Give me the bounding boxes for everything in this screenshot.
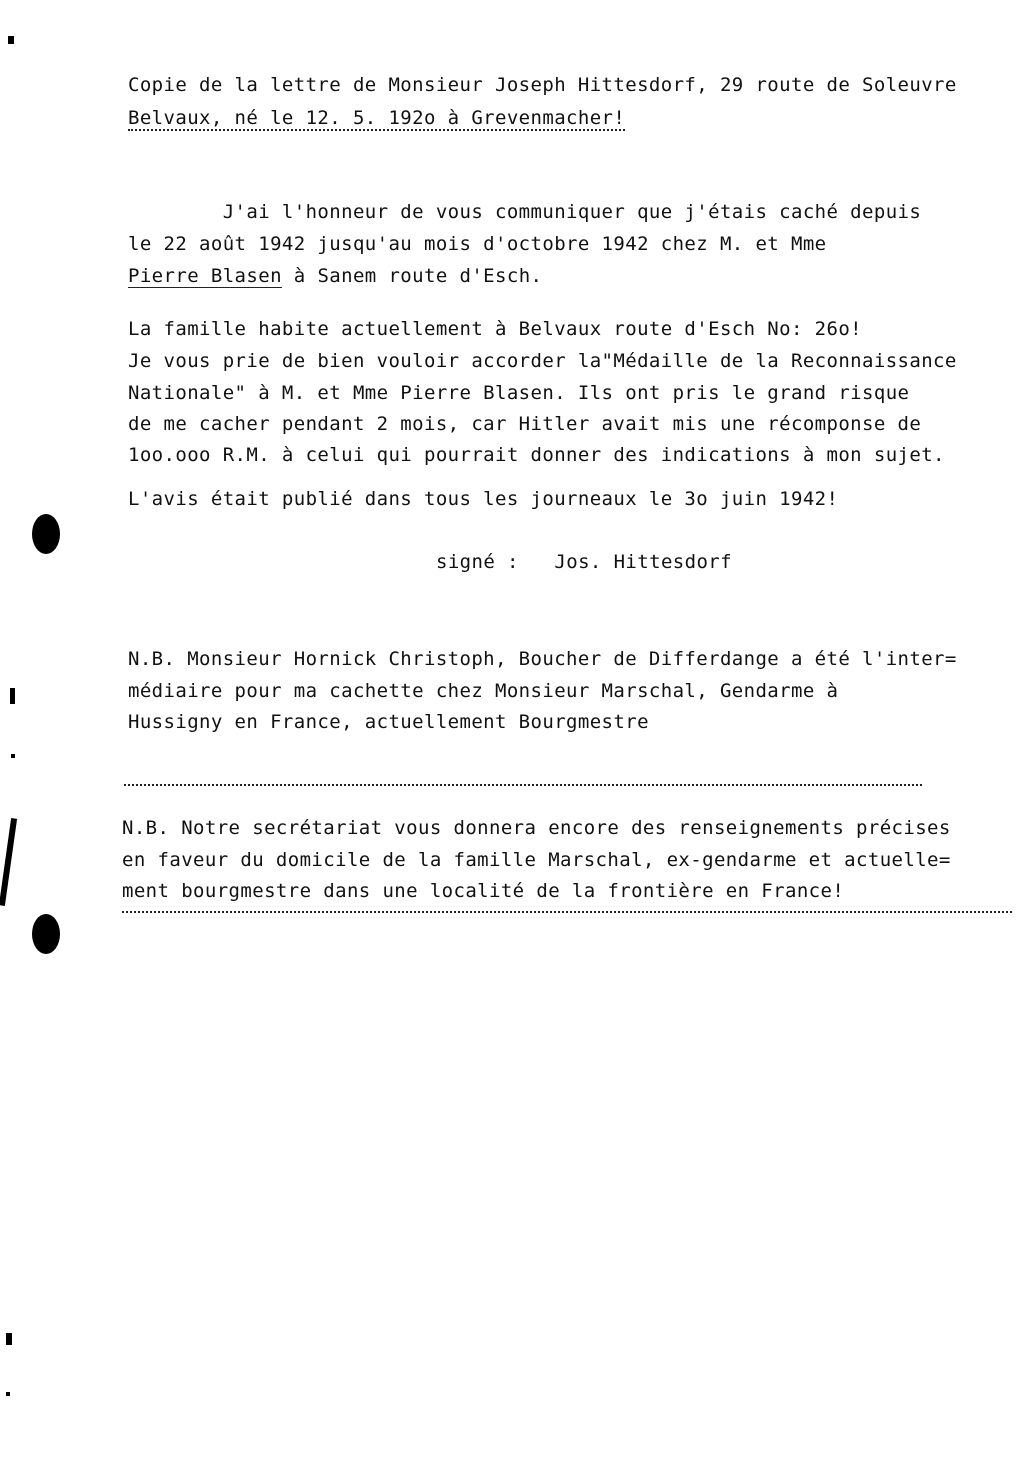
margin-mark <box>10 688 15 704</box>
signature: signé : Jos. Hittesdorf <box>436 551 732 573</box>
note2-line-2: en faveur du domicile de la famille Marschal, ex-gendarme et actuelle= <box>122 849 951 871</box>
punch-hole-top <box>32 514 60 554</box>
note1-line-2: médiaire pour ma cachette chez Monsieur Marschal, Gendarme à <box>128 680 839 702</box>
paragraph1-line-2: le 22 août 1942 jusqu'au mois d'octobre 1942 chez M. et Mme <box>128 233 827 255</box>
margin-mark <box>8 36 14 44</box>
paragraph2-last-line: L'avis était publié dans tous les journeaux le 3o juin 1942! <box>128 488 839 510</box>
header-line-1: Copie de la lettre de Monsieur Joseph Hittesdorf, 29 route de Soleuvre <box>128 74 957 96</box>
note2-line-1: N.B. Notre secrétariat vous donnera encore des renseignements précises <box>122 817 951 839</box>
margin-mark <box>11 754 15 758</box>
dotted-underline <box>122 911 1012 913</box>
dotted-separator <box>124 784 922 786</box>
paragraph2-line-4: de me cacher pendant 2 mois, car Hitler avait mis une récomponse de <box>128 413 922 435</box>
punch-hole-bottom <box>32 914 60 954</box>
note1-line-1: N.B. Monsieur Hornick Christoph, Boucher de Differdange a été l'inter= <box>128 648 957 670</box>
paragraph2-line-3: Nationale" à M. et Mme Pierre Blasen. Ils ont pris le grand risque <box>128 382 910 404</box>
paragraph1-line-3-rest: à Sanem route d'Esch. <box>281 265 543 287</box>
paragraph2-line-5: 1oo.ooo R.M. à celui qui pourrait donner des indications à mon sujet. <box>128 444 945 466</box>
paragraph2-line-2: Je vous prie de bien vouloir accorder la"Médaille de la Reconnaissance <box>128 350 957 372</box>
underlined-name: Pierre Blasen <box>128 265 282 287</box>
paragraph2-line-1: La famille habite actuellement à Belvaux route d'Esch No: 26o! <box>128 318 863 340</box>
margin-mark <box>6 1392 10 1396</box>
note1-line-3: Hussigny en France, actuellement Bourgmestre <box>128 711 649 733</box>
note2-line-3: ment bourgmestre dans une localité de la frontière en France! <box>122 880 845 902</box>
paragraph1-line-3 <box>128 265 542 287</box>
margin-mark <box>6 1333 12 1345</box>
paragraph1-line-1: J'ai l'honneur de vous communiquer que j'étais caché depuis <box>128 201 922 223</box>
header-line-2: Belvaux, né le 12. 5. 192o à Grevenmacher! <box>128 107 626 129</box>
margin-stroke <box>0 818 17 906</box>
